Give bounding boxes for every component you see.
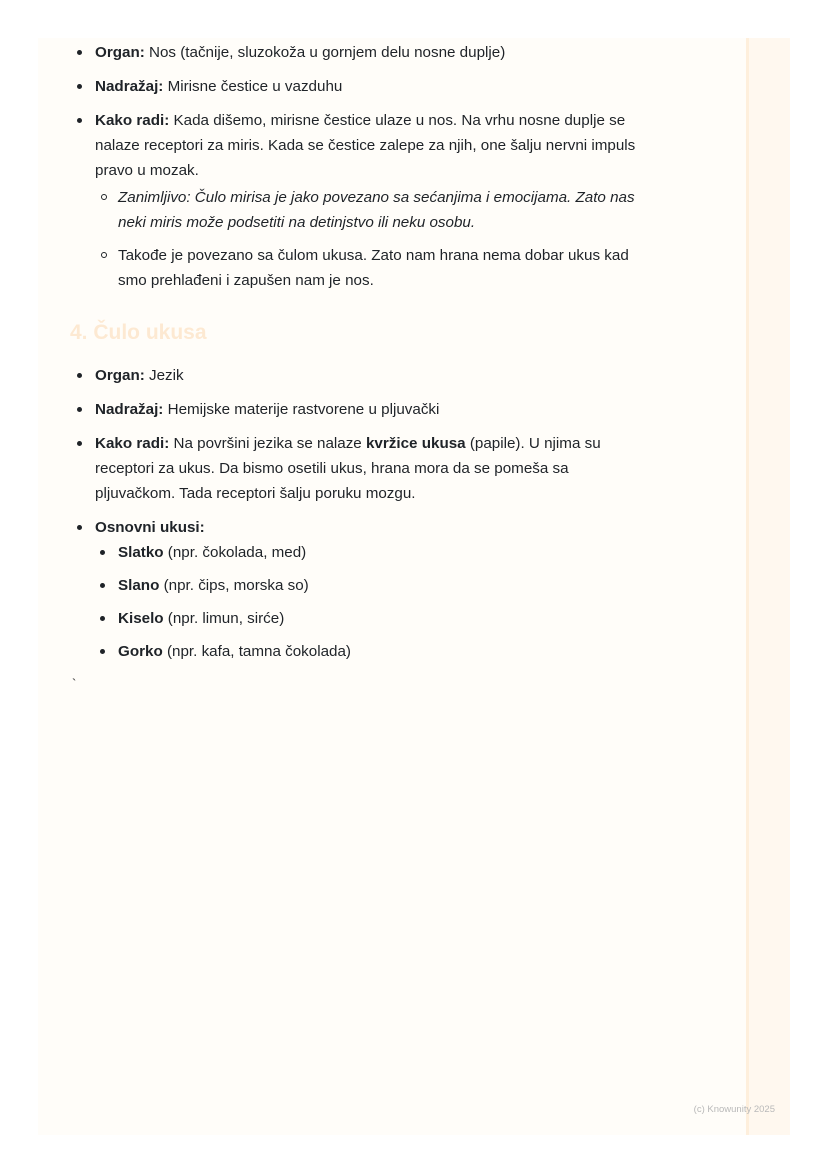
item-text: Na površini jezika se nalaze (169, 435, 366, 452)
taste-name: Kiselo (118, 610, 164, 627)
list-item (72, 363, 642, 388)
item-text: (papile). U njima su receptori za ukus. Da bismo osetili ukus, hrana mora da se pomeša sa pljuvačkom. Tada receptori šalju poruku mozgu. (95, 435, 601, 502)
taste-list (72, 363, 642, 664)
content (72, 40, 642, 673)
sub-list-item (95, 540, 642, 565)
item-text: Mirisne čestice u vazduhu (163, 78, 343, 95)
sub-list-item (95, 185, 642, 235)
sub-list-item (95, 573, 642, 598)
list-item (72, 40, 642, 65)
stray-character: ` (72, 676, 77, 691)
item-label: Organ: (95, 367, 145, 384)
document-page (38, 38, 790, 1135)
footer-copyright: (c) Knowunity 2025 (693, 1104, 775, 1115)
list-item (72, 397, 642, 422)
sub-list-item (95, 606, 642, 631)
item-text: Kada dišemo, mirisne čestice ulaze u nos. Na vrhu nosne duplje se nalaze receptori za miris. Kada se čestice zalepe za njih, one šalju nervni impuls pravo u mozak. (95, 112, 636, 179)
taste-example: (npr. kafa, tamna čokolada) (162, 643, 351, 660)
item-text: Takođe je povezano sa čulom ukusa. Zato nam hrana nema dobar ukus kad smo prehlađeni i zapušen nam je nos. (118, 247, 629, 289)
item-text: Zanimljivo: Čulo mirisa je jako povezano sa sećanjima i emocijama. Zato nas neki miris može podsetiti na detinjstvo ili neku osobu. (118, 189, 635, 231)
sub-list (95, 540, 642, 664)
list-item (72, 108, 642, 293)
sub-list-item (95, 243, 642, 293)
item-text: Nos (tačnije, sluzokoža u gornjem delu nosne duplje) (144, 44, 506, 61)
list-item (72, 431, 642, 506)
sub-list-item (95, 639, 642, 664)
margin-line (746, 38, 749, 1135)
item-label: Nadražaj: (95, 78, 164, 95)
taste-name: Gorko (118, 643, 163, 660)
taste-name: Slano (118, 577, 160, 594)
taste-example: (npr. limun, sirće) (163, 610, 285, 627)
section-heading: 4. Čulo ukusa (70, 321, 207, 344)
margin-strip (748, 38, 790, 1135)
item-text: Hemijske materije rastvorene u pljuvački (163, 401, 440, 418)
item-label: Kako radi: (95, 112, 170, 129)
list-item (72, 515, 642, 664)
taste-example: (npr. čokolada, med) (163, 544, 307, 561)
item-label: Organ: (95, 44, 145, 61)
smell-list (72, 40, 642, 293)
item-bold: kvržice ukusa (365, 435, 466, 452)
item-label: Kako radi: (95, 435, 170, 452)
sub-list (95, 185, 642, 293)
item-text: Jezik (144, 367, 184, 384)
taste-example: (npr. čips, morska so) (159, 577, 309, 594)
item-label: Osnovni ukusi: (95, 519, 205, 536)
list-item (72, 74, 642, 99)
taste-name: Slatko (118, 544, 164, 561)
item-label: Nadražaj: (95, 401, 164, 418)
